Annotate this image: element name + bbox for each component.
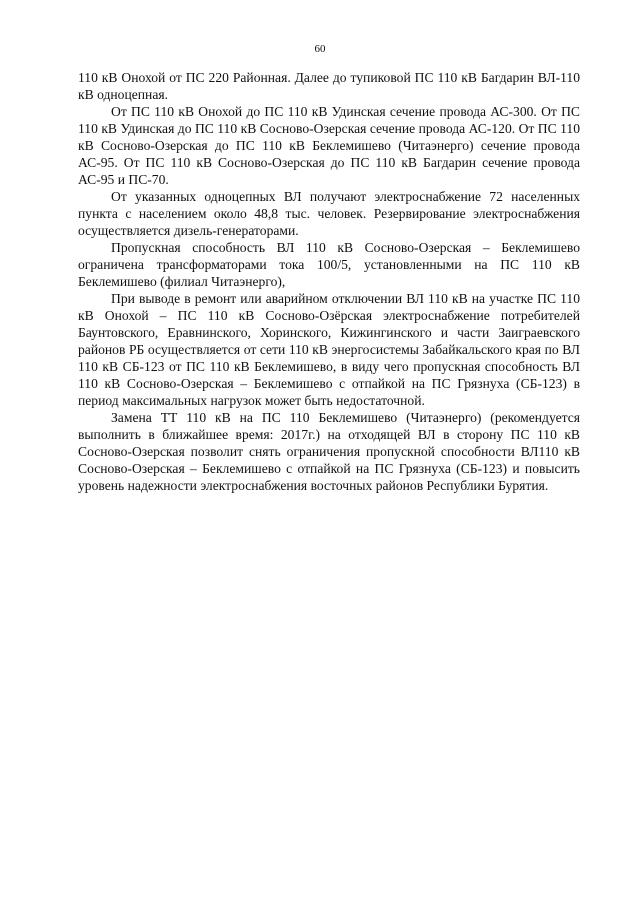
paragraph-wire-sections: От ПС 110 кВ Онохой до ПС 110 кВ Удинская сечение провода АС-300. От ПС 110 кВ Удинская до ПС 110 кВ Сосново-Озерская сечение провода АС-120. От ПС 110 кВ Сосново-Озерская до ПС 110 кВ Беклемишево (Читаэнерго) сечение провода АС-95. От ПС 110 кВ Сосново-Озерская до ПС 110 кВ Багдарин сечение провода АС-95 и ПС-70.: [78, 104, 580, 187]
paragraph-capacity-limit: Пропускная способность ВЛ 110 кВ Сосново-Озерская – Беклемишево ограничена трансформаторами тока 100/5, установленными на ПС 110 кВ Беклемишево (филиал Читаэнерго),: [78, 240, 580, 289]
paragraph-recommendation: Замена ТТ 110 кВ на ПС 110 Беклемишево (Читаэнерго) (рекомендуется выполнить в ближайшее время: 2017г.) на отходящей ВЛ в сторону ПС 110 кВ Сосново-Озерская позволит снять ограничения пропускной способности ВЛ110 кВ Сосново-Озерская – Беклемишево с отпайкой на ПС Грязнуха (СБ-123) и повысить уровень надежности электроснабжения восточных районов Республики Бурятия.: [78, 410, 580, 493]
paragraph-outage-scenario: При выводе в ремонт или аварийном отключении ВЛ 110 кВ на участке ПС 110 кВ Онохой – ПС 110 кВ Сосново-Озёрская электроснабжение потребителей Баунтовского, Еравнинского, Хоринского, Кижингинского и части Заиграевского районов РБ осуществляется от сети 110 кВ энергосистемы Забайкальского края по ВЛ 110 кВ СБ-123 от ПС 110 кВ Беклемишево, в виду чего пропускная способность ВЛ 110 кВ Сосново-Озерская – Беклемишево с отпайкой на ПС Грязнуха (СБ-123) в период максимальных нагрузок может быть недостаточной.: [78, 291, 580, 408]
paragraph-continuation: 110 кВ Онохой от ПС 220 Районная. Далее до тупиковой ПС 110 кВ Багдарин ВЛ-110 кВ одноцепная.: [78, 70, 580, 102]
document-body: [78, 69, 580, 494]
paragraph-power-supply: От указанных одноцепных ВЛ получают электроснабжение 72 населенных пункта с населением около 48,8 тыс. человек. Резервирование электроснабжения осуществляется дизель-генераторами.: [78, 189, 580, 238]
page-number: 60: [314, 43, 326, 55]
